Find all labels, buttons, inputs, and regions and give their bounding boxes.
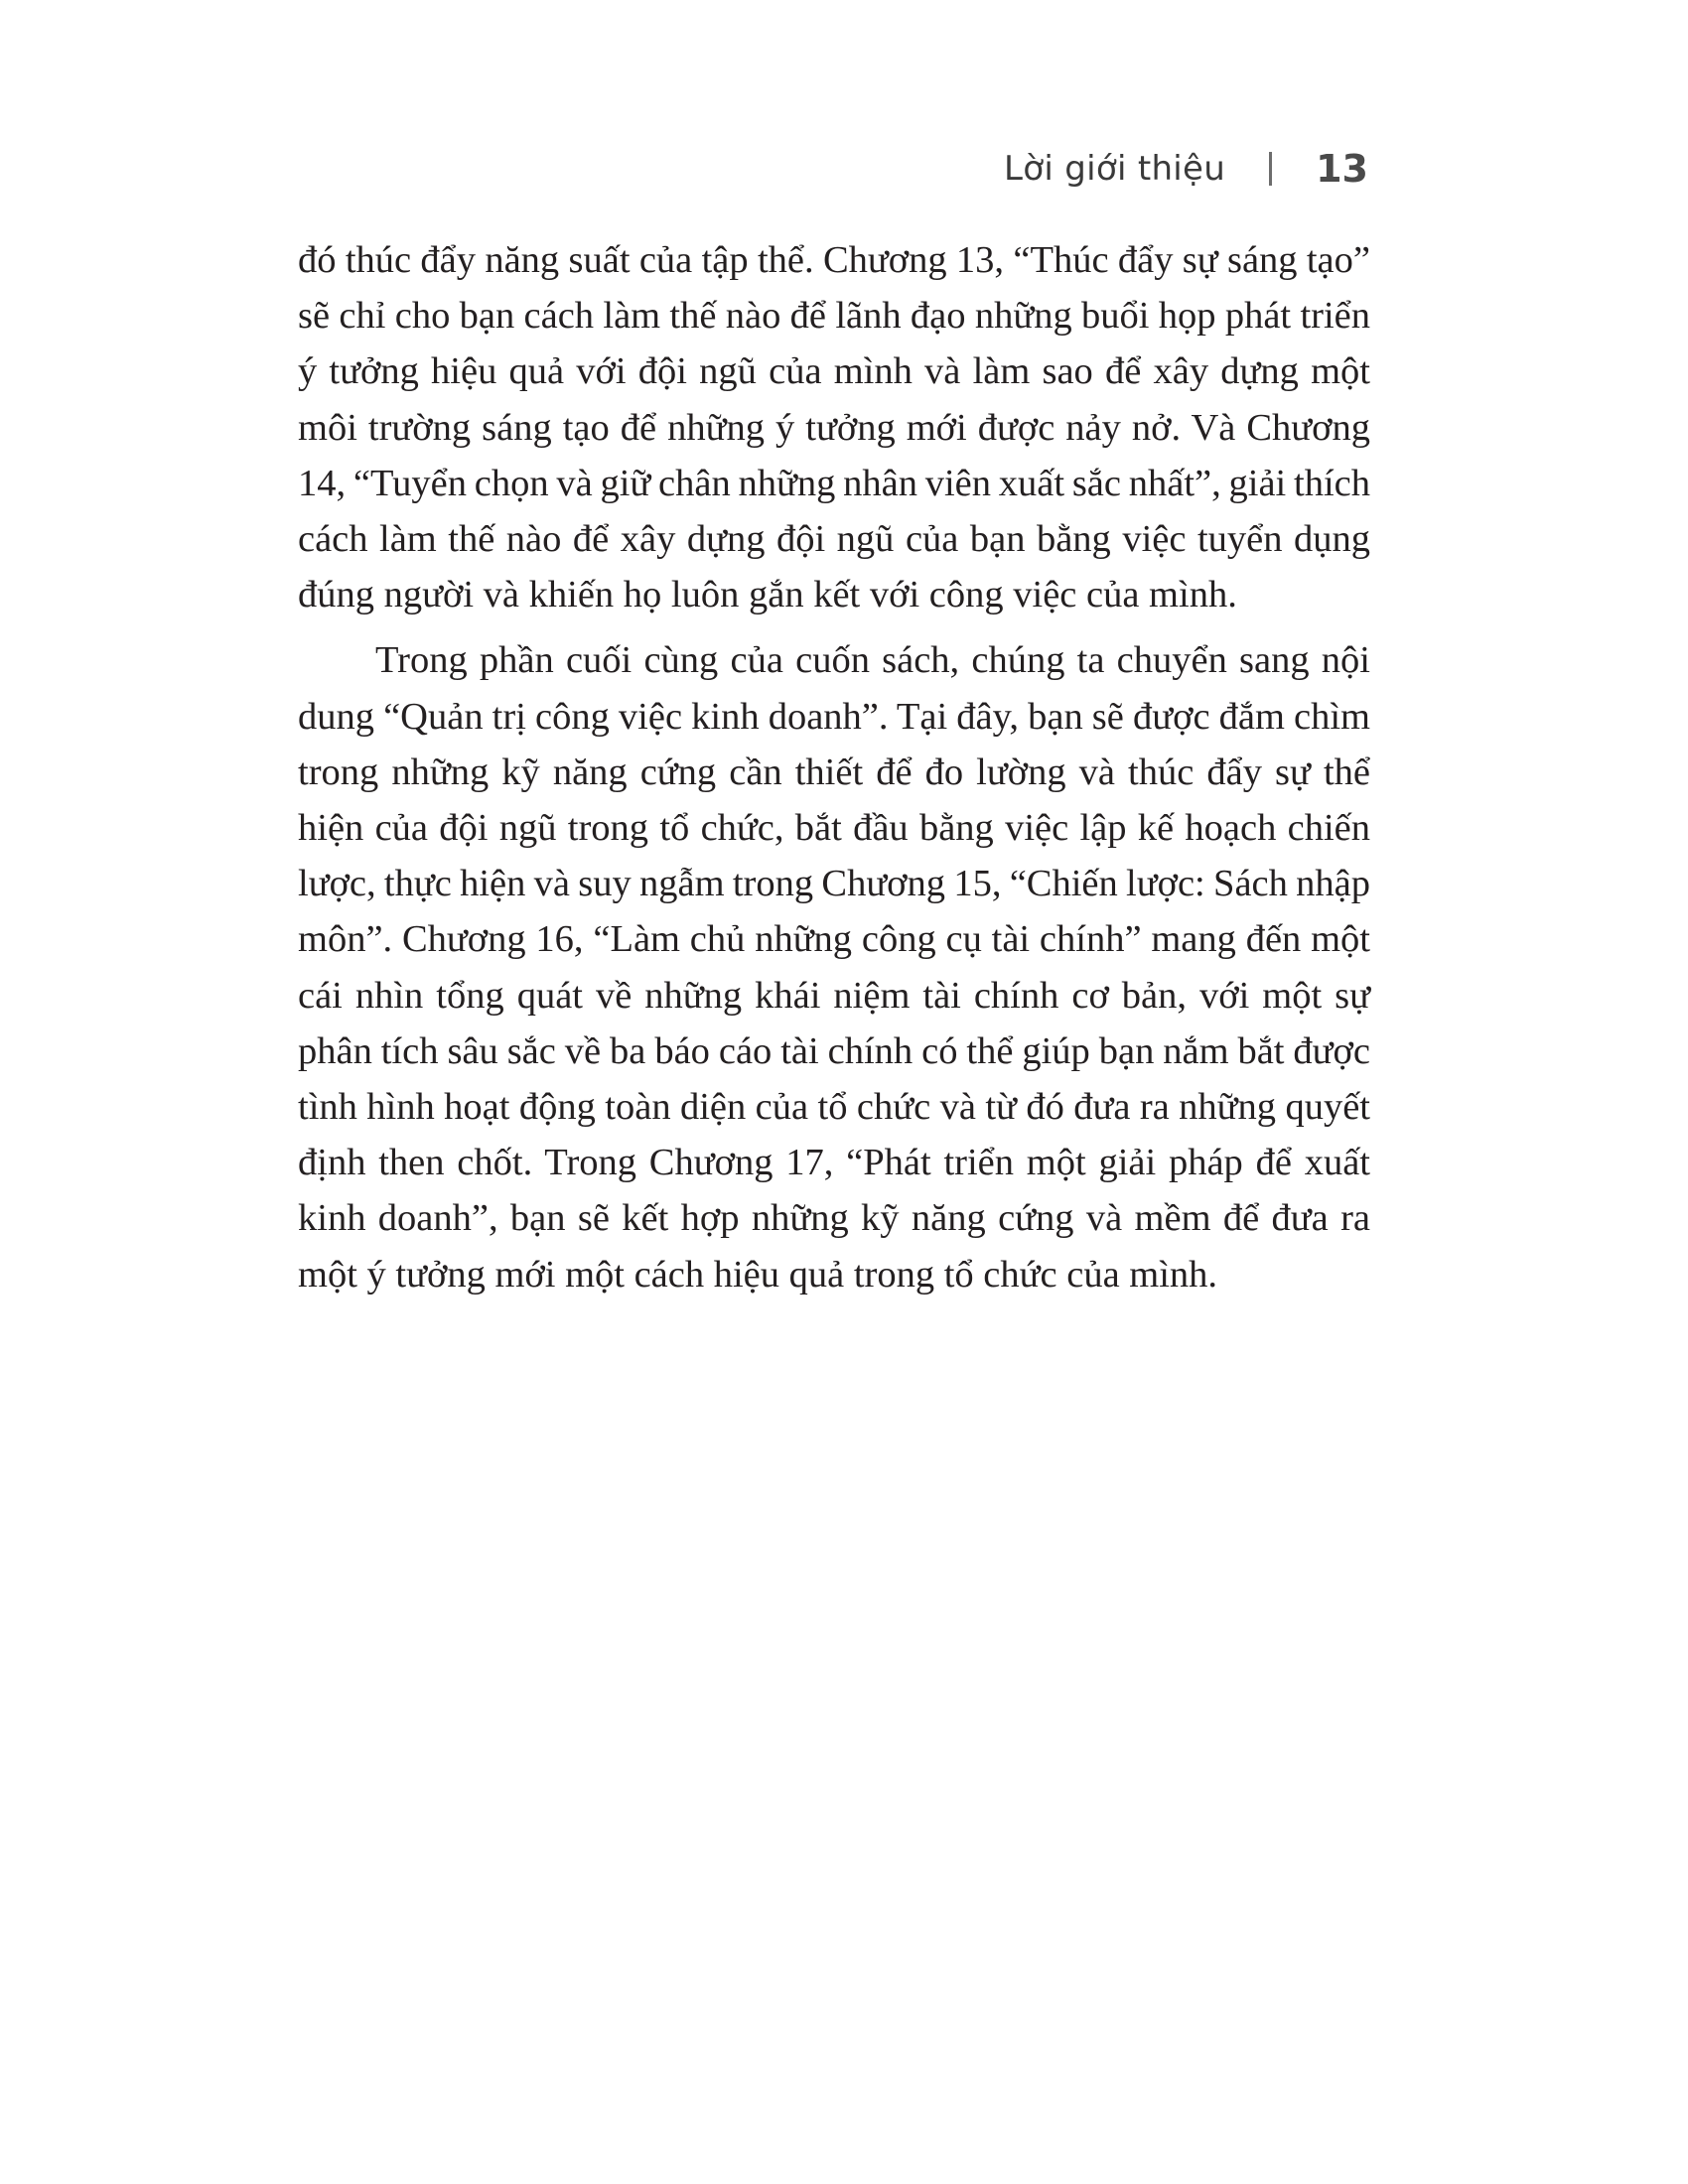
paragraph-gap <box>298 622 1370 632</box>
text-line: tình hình hoạt động toàn diện của tổ chức và từ đó đưa ra những quyết <box>298 1086 1370 1129</box>
text-line: 14, “Tuyển chọn và giữ chân những nhân viên xuất sắc nhất”, giải thích <box>298 462 1370 504</box>
text-line: đúng người và khiến họ luôn gắn kết với công việc của mình. <box>298 574 1237 616</box>
paragraph-2 <box>298 632 1370 1301</box>
body-text <box>298 232 1370 1302</box>
text-line: phân tích sâu sắc về ba báo cáo tài chính có thể giúp bạn nắm bắt được <box>298 1029 1370 1072</box>
text-line: lược, thực hiện và suy ngẫm trong Chương 15, “Chiến lược: Sách nhập <box>298 863 1370 905</box>
paragraph-1 <box>298 232 1370 622</box>
chapter-title: Lời giới thiệu <box>1004 149 1226 189</box>
text-line: định then chốt. Trong Chương 17, “Phát triển một giải pháp để xuất <box>298 1142 1370 1184</box>
text-line: một ý tưởng mới một cách hiệu quả trong tổ chức của mình. <box>298 1253 1218 1296</box>
running-header <box>1004 147 1368 191</box>
text-line: hiện của đội ngũ trong tổ chức, bắt đầu bằng việc lập kế hoạch chiến <box>298 807 1370 850</box>
text-line: môn”. Chương 16, “Làm chủ những công cụ tài chính” mang đến một <box>298 918 1370 961</box>
text-line: Trong phần cuối cùng của cuốn sách, chúng ta chuyển sang nội <box>375 639 1370 682</box>
text-line: dung “Quản trị công việc kinh doanh”. Tại đây, bạn sẽ được đắm chìm <box>298 695 1370 738</box>
text-line: kinh doanh”, bạn sẽ kết hợp những kỹ năng cứng và mềm để đưa ra <box>298 1197 1370 1240</box>
text-line: cái nhìn tổng quát về những khái niệm tài chính cơ bản, với một sự <box>298 974 1370 1017</box>
text-line: đó thúc đẩy năng suất của tập thể. Chương 13, “Thúc đẩy sự sáng tạo” <box>298 239 1370 281</box>
text-line: trong những kỹ năng cứng cần thiết để đo lường và thúc đẩy sự thể <box>298 751 1370 793</box>
page-number: 13 <box>1316 147 1368 191</box>
header-divider <box>1269 152 1272 186</box>
text-line: môi trường sáng tạo để những ý tưởng mới được nảy nở. Và Chương <box>298 406 1370 449</box>
text-line: ý tưởng hiệu quả với đội ngũ của mình và làm sao để xây dựng một <box>298 350 1370 393</box>
text-line: sẽ chỉ cho bạn cách làm thế nào để lãnh đạo những buổi họp phát triển <box>298 295 1370 338</box>
text-line: cách làm thế nào để xây dựng đội ngũ của bạn bằng việc tuyển dụng <box>298 518 1370 561</box>
